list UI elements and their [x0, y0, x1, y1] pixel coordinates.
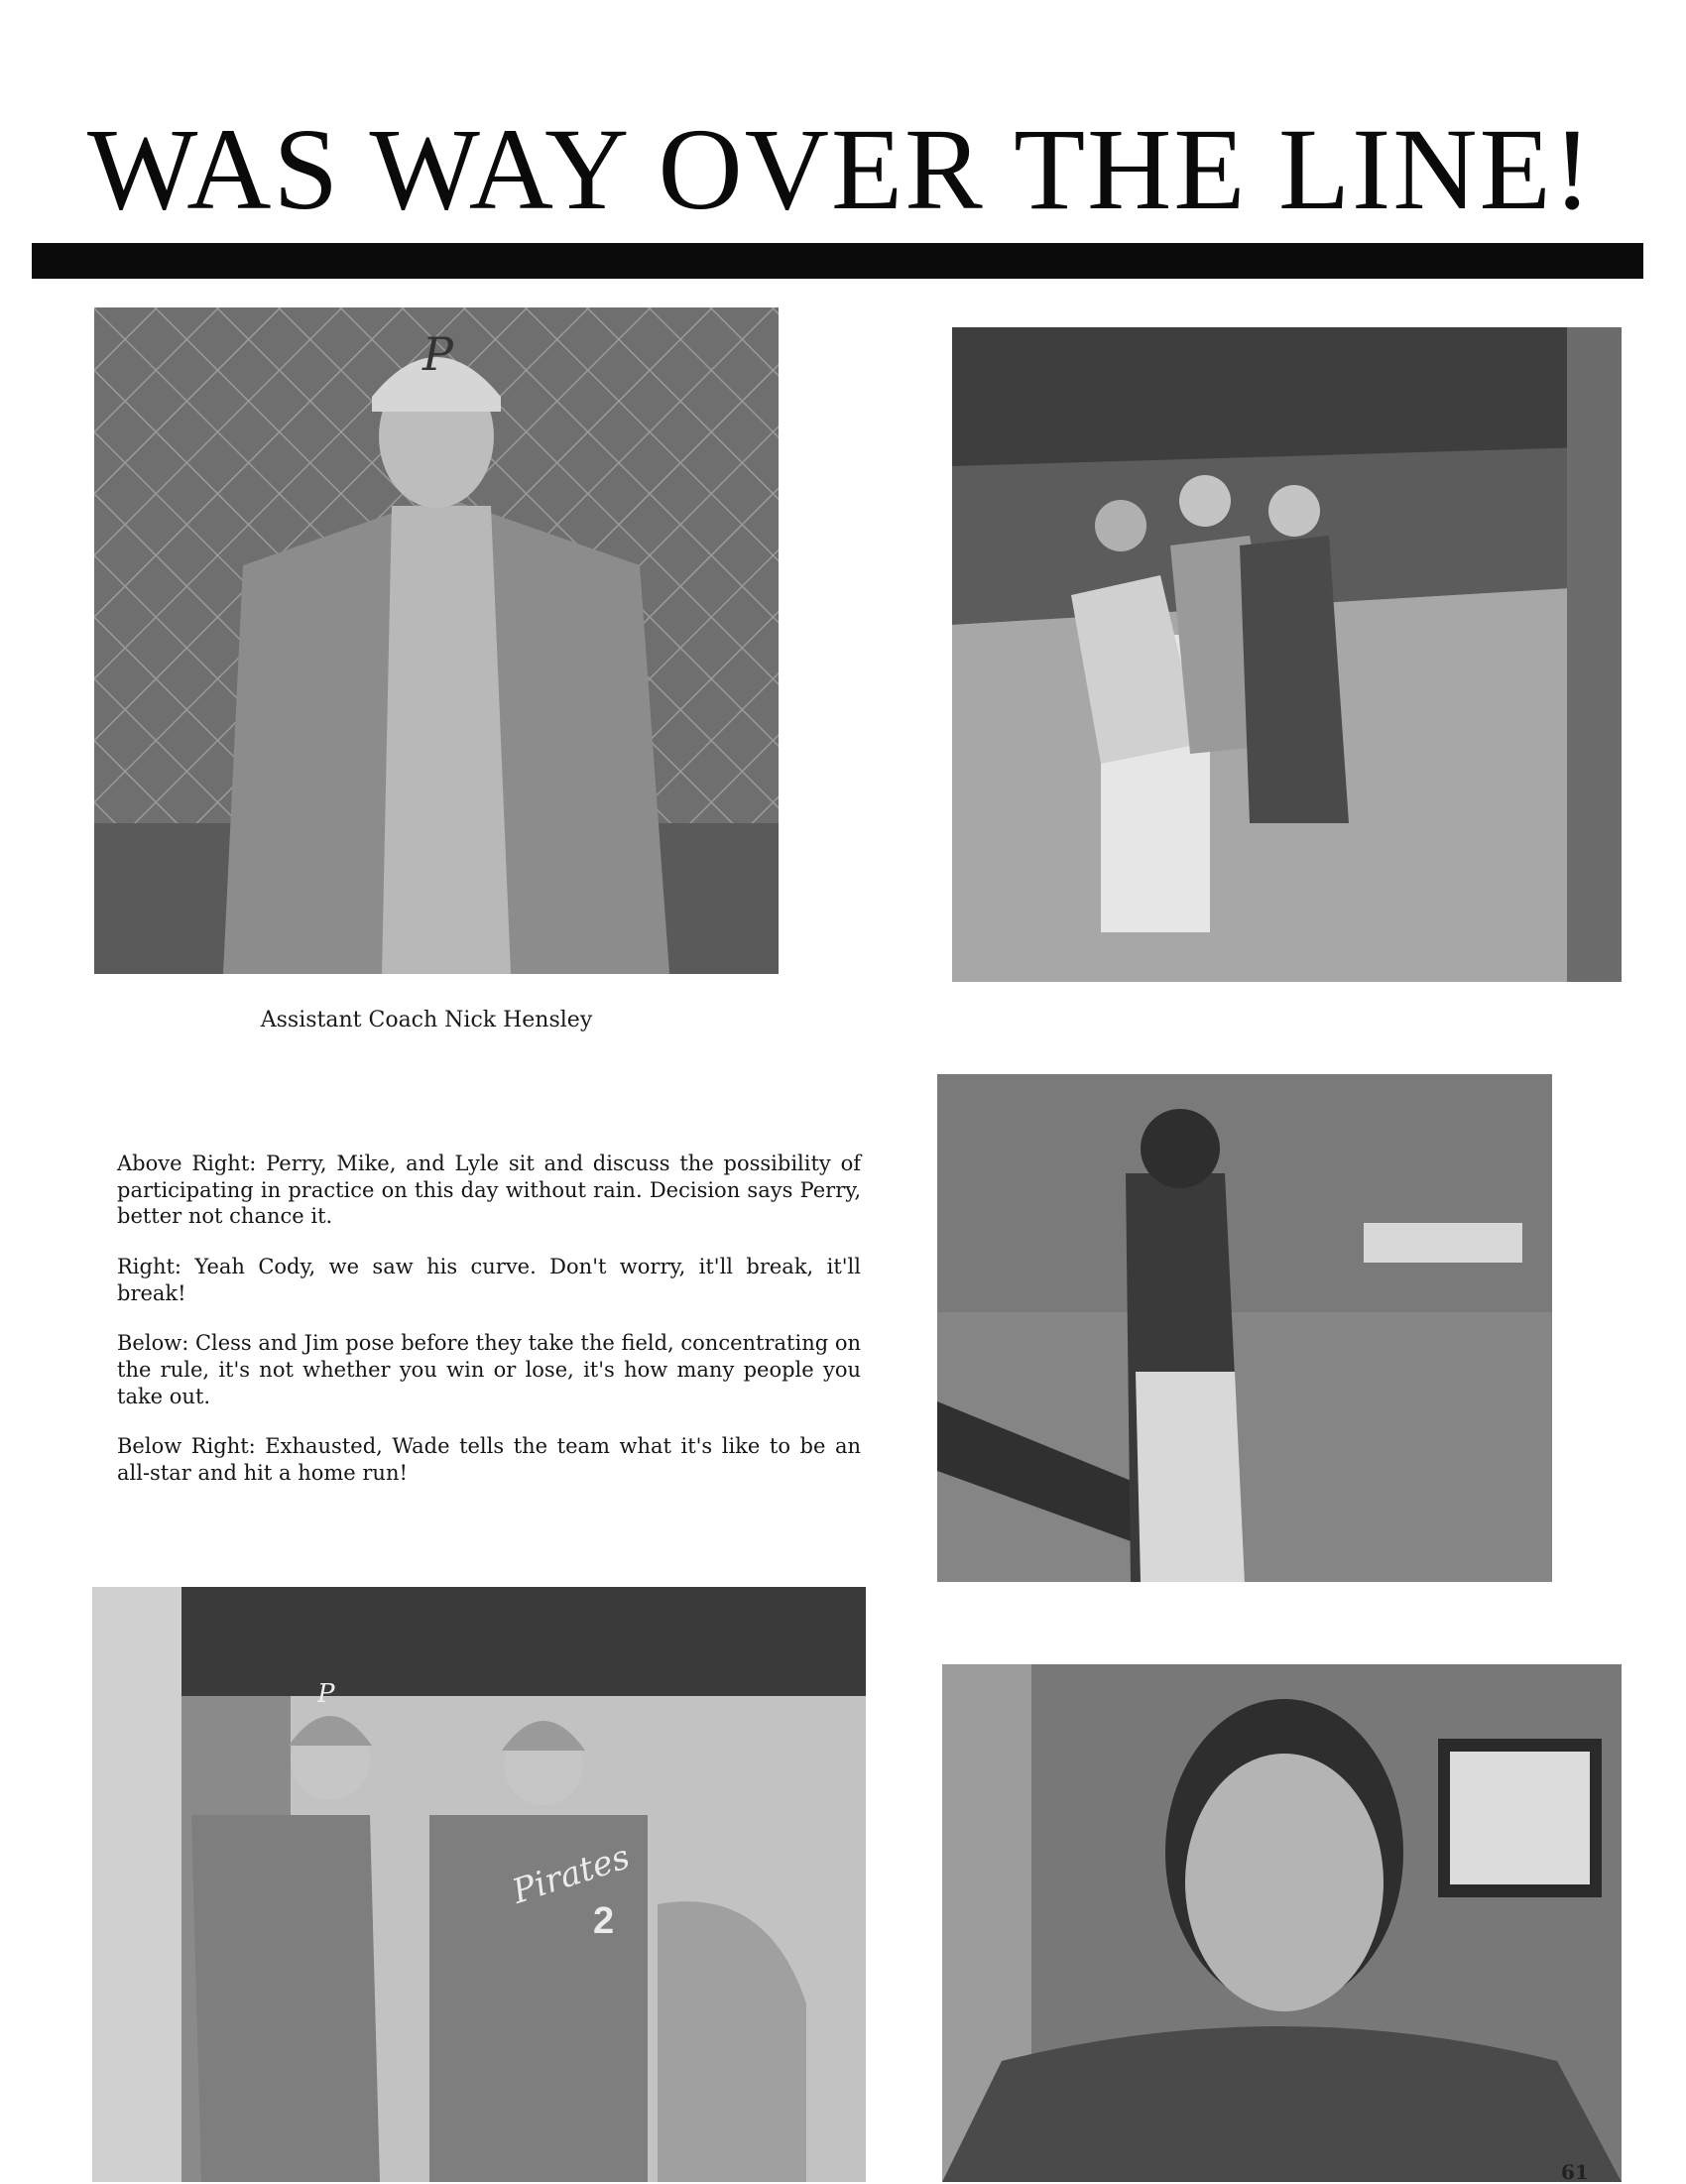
paragraph-below-right: Below Right: Exhausted, Wade tells the team what it's like to be an all-star and hit a home run!: [117, 1434, 861, 1485]
portrait-photo: [942, 1664, 1622, 2182]
photo-captions-text: [117, 1151, 861, 1511]
page-headline: WAS WAY OVER THE LINE!: [87, 104, 1594, 234]
headline-rule: [32, 243, 1643, 279]
pitcher-photo: [937, 1074, 1552, 1582]
page-number: 61: [1561, 2160, 1589, 2184]
paragraph-below: Below: Cless and Jim pose before they take the field, concentrating on the rule, it's not whether you win or lose, it's how many people you take out.: [117, 1331, 862, 1408]
paragraph-right: Right: Yeah Cody, we saw his curve. Don't worry, it'll break, it'll break!: [117, 1254, 861, 1305]
bus-jersey-script: Pirates: [507, 1837, 635, 1912]
coach-caption: Assistant Coach Nick Hensley: [260, 1008, 593, 1032]
coach-cap-letter: P: [422, 327, 453, 381]
bus-cap-letter: P: [317, 1679, 335, 1709]
bus-jersey-number: 2: [593, 1900, 615, 1942]
bus-players-photo: [92, 1587, 866, 2182]
paragraph-above-right: Above Right: Perry, Mike, and Lyle sit and discuss the possibility of participating in practice on this day without rain. Decision says Perry, better not chance it.: [117, 1152, 861, 1229]
coach-photo: [94, 307, 779, 974]
bench-photo: [952, 327, 1622, 982]
